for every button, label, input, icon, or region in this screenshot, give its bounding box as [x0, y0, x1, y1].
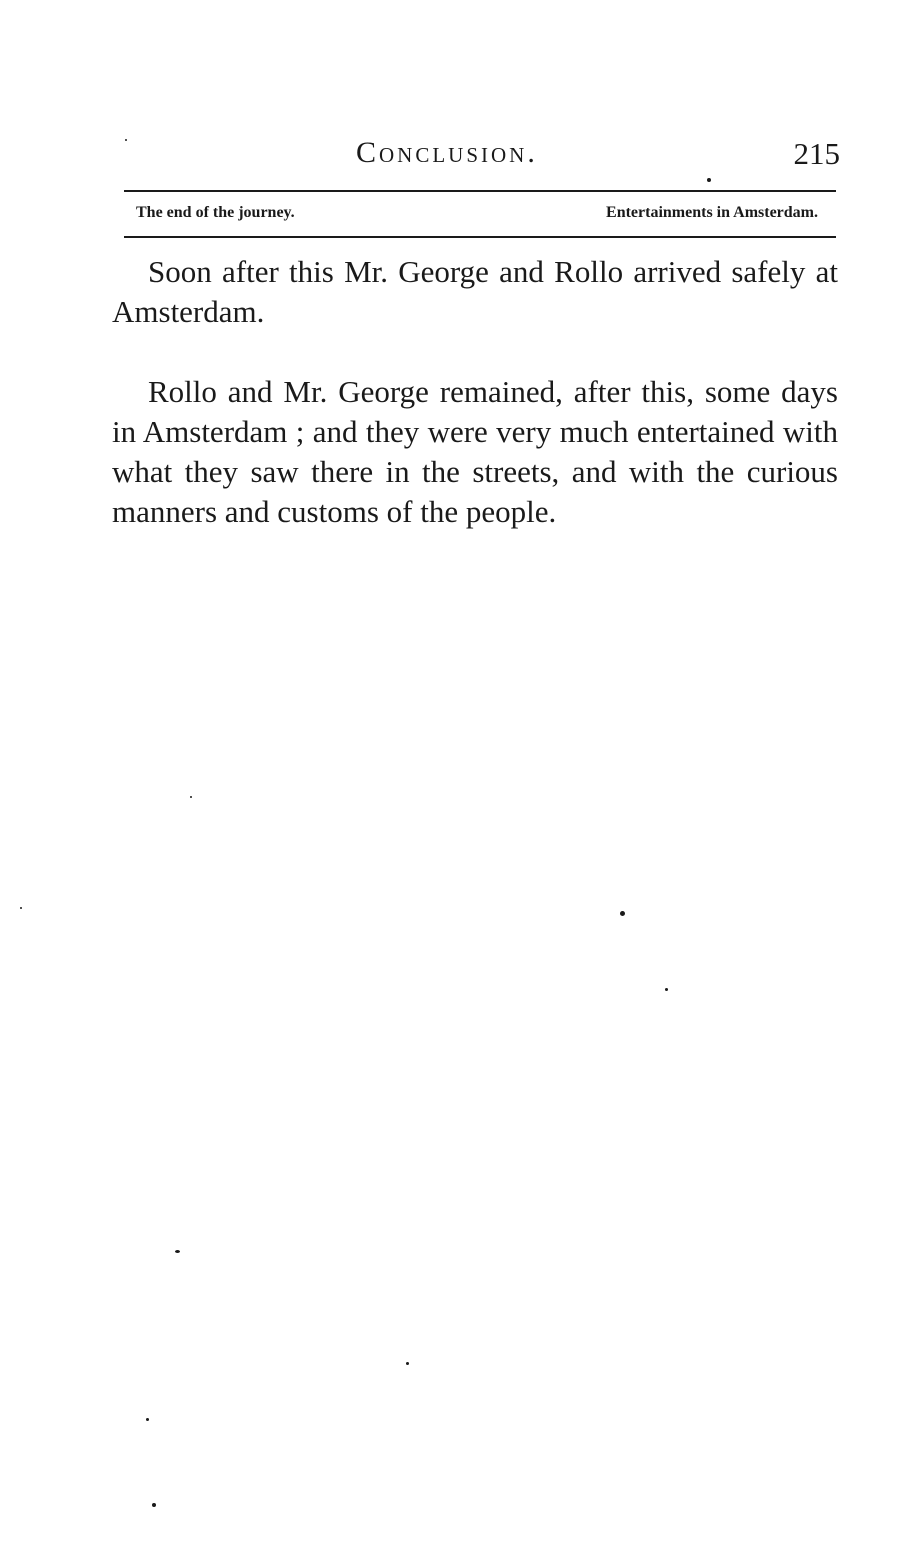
subhead-right: Entertainments in Amsterdam. — [606, 204, 818, 221]
header-rule-top — [124, 190, 836, 192]
chapter-title: Conclusion. — [356, 136, 538, 169]
scan-speck — [125, 139, 127, 141]
scan-speck — [620, 911, 625, 916]
header-rule-bottom — [124, 236, 836, 238]
page-number: 215 — [793, 136, 840, 171]
body-text — [112, 252, 838, 572]
scan-speck — [665, 988, 668, 991]
running-head — [124, 136, 840, 176]
scan-speck — [146, 1418, 149, 1421]
subhead-left: The end of the journey. — [136, 204, 295, 221]
scan-speck — [190, 796, 192, 798]
paragraph-1: Soon after this Mr. George and Rollo arrived safely at Amsterdam. — [112, 254, 838, 329]
section-subheads — [124, 204, 836, 228]
scan-speck — [152, 1503, 156, 1507]
paragraph-2: Rollo and Mr. George remained, after this, some days in Amsterdam ; and they were very much entertained with what they saw there in the streets, and with the curious manners and customs of the people. — [112, 374, 838, 529]
scan-speck — [707, 178, 711, 182]
scan-speck — [20, 907, 22, 909]
scan-speck — [175, 1250, 180, 1253]
scan-speck — [406, 1362, 409, 1365]
